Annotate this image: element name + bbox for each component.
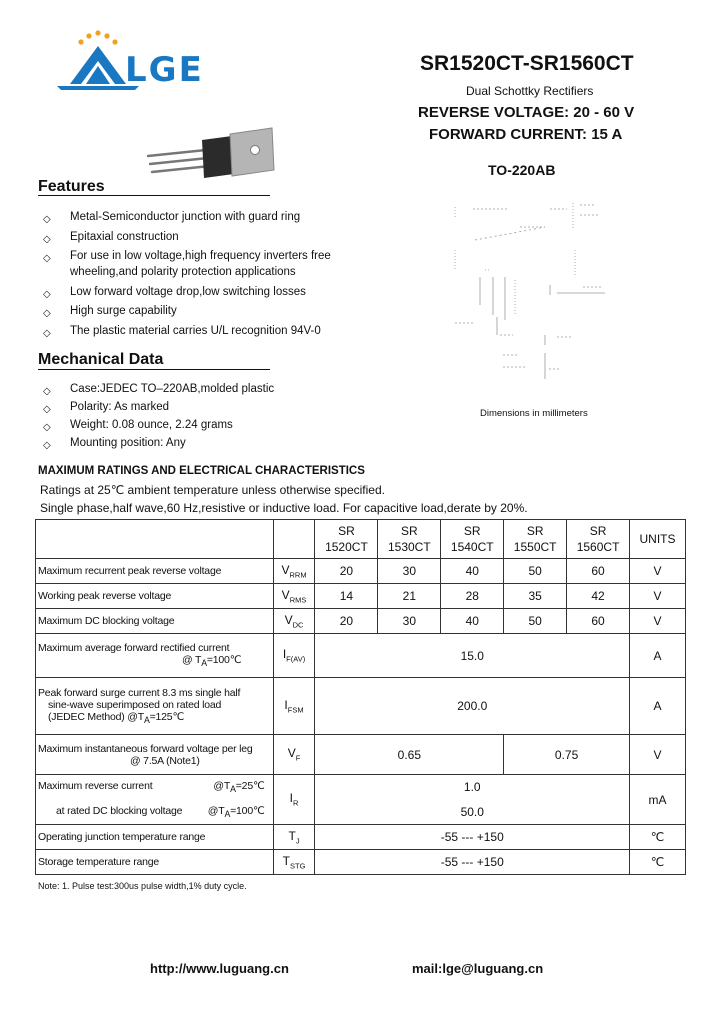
list-item: ◇ Mounting position: Any (38, 435, 348, 451)
header-cell: SR 1520CT (315, 520, 378, 559)
list-item: ◇ Polarity: As marked (38, 399, 348, 415)
header-blank (36, 520, 274, 559)
table-header-row (36, 520, 686, 559)
to220-component-image (140, 126, 280, 186)
diamond-bullet-icon: ◇ (43, 308, 51, 319)
table-row: Maximum DC blocking voltage $V_{DC}$ 20 30 40 50 60 V (36, 609, 686, 634)
list-item: ◇ High surge capability (38, 303, 348, 319)
diamond-bullet-icon: ◇ (43, 327, 51, 339)
table-row: Operating junction temperature range $T_J$ -55 --- +150 ℃ (36, 825, 686, 850)
email-link[interactable]: mail:lge@luguang.cn (412, 961, 544, 976)
package-dimension-drawing (445, 195, 625, 390)
table-row: Maximum instantaneous forward voltage per leg @ 7.5A (Note1) $V_F$ 0.65 0.75 V (36, 735, 686, 775)
part-title: SR1520CT-SR1560CT (420, 52, 634, 75)
header-units: UNITS (630, 520, 686, 559)
reverse-voltage-spec: REVERSE VOLTAGE: 20 - 60 V (418, 104, 635, 121)
list-item: ◇ Epitaxial construction (38, 229, 348, 245)
list-item: ◇ Low forward voltage drop,low switching losses (38, 284, 348, 300)
list-item: ◇ Case:JEDEC TO–220AB,molded plastic (38, 381, 348, 397)
subtitle: Dual Schottky Rectifiers (466, 84, 594, 98)
header-cell: SR 1560CT (567, 520, 630, 559)
table-row: Peak forward surge current 8.3 ms single half sine-wave superimposed on rated load (JEDEC Method) $@T_A=125℃$ $I_{FSM}$ 200.0 A (36, 678, 686, 735)
header-cell: SR 1530CT (378, 520, 441, 559)
diamond-bullet-icon: ◇ (43, 386, 51, 397)
features-list (38, 209, 348, 342)
ratings-note-temperature: Ratings at 25℃ ambient temperature unless otherwise specified. (40, 483, 385, 497)
forward-current-spec: FORWARD CURRENT: 15 A (429, 126, 623, 143)
diamond-bullet-icon: ◇ (43, 422, 51, 433)
website-link[interactable]: http://www.luguang.cn (150, 961, 289, 976)
ratings-table (35, 519, 686, 875)
header-blank (273, 520, 315, 559)
table-row: Maximum average forward rectified current @ $T_A=100℃$ $I_{F(AV)}$ 15.0 A (36, 634, 686, 678)
table-row: Maximum reverse current $@T_A=25℃$ $I_R$ 1.0 mA (36, 775, 686, 800)
list-item: ◇ Metal-Semiconductor junction with guard ring (38, 209, 348, 225)
diamond-bullet-icon: ◇ (43, 253, 51, 264)
mechanical-data-list (38, 381, 348, 453)
ratings-note-load: Single phase,half wave,60 Hz,resistive or inductive load. For capacitive load,derate by 20%. (40, 501, 528, 515)
package-name: TO-220AB (488, 162, 556, 178)
header-cell: SR 1550CT (504, 520, 567, 559)
logo-sunburst-icon (78, 30, 117, 44)
mechanical-data-divider (38, 369, 270, 370)
table-row: at rated DC blocking voltage $@T_A=100℃$ 50.0 (36, 800, 686, 825)
mechanical-data-heading: Mechanical Data (38, 351, 164, 368)
footnote: Note: 1. Pulse test:300us pulse width,1% duty cycle. (38, 881, 247, 891)
list-item: ◇ The plastic material carries U/L recognition 94V-0 (38, 323, 348, 339)
list-item: wheeling,and polarity protection applications (70, 266, 296, 278)
table-row: Working peak reverse voltage $V_{RMS}$ 14 21 28 35 42 V (36, 584, 686, 609)
diamond-bullet-icon: ◇ (43, 404, 51, 415)
diamond-bullet-icon: ◇ (43, 440, 51, 451)
table-row: Maximum recurrent peak reverse voltage $V_{RRM}$ 20 30 40 50 60 V (36, 559, 686, 584)
features-divider (38, 195, 270, 196)
diamond-bullet-icon: ◇ (43, 288, 51, 300)
diamond-bullet-icon: ◇ (43, 233, 51, 245)
list-item: ◇ For use in low voltage,high frequency inverters free (38, 248, 348, 264)
header-cell: SR 1540CT (441, 520, 504, 559)
features-heading: Features (38, 178, 105, 195)
list-item: ◇ Weight: 0.08 ounce, 2.24 grams (38, 417, 348, 433)
drawing-caption: Dimensions in millimeters (480, 408, 588, 419)
brand-wordmark: LGE (125, 50, 204, 90)
diamond-bullet-icon: ◇ (43, 214, 51, 225)
ratings-heading: MAXIMUM RATINGS AND ELECTRICAL CHARACTERISTICS (38, 465, 365, 477)
table-row: Storage temperature range $T_{STG}$ -55 --- +150 ℃ (36, 850, 686, 875)
